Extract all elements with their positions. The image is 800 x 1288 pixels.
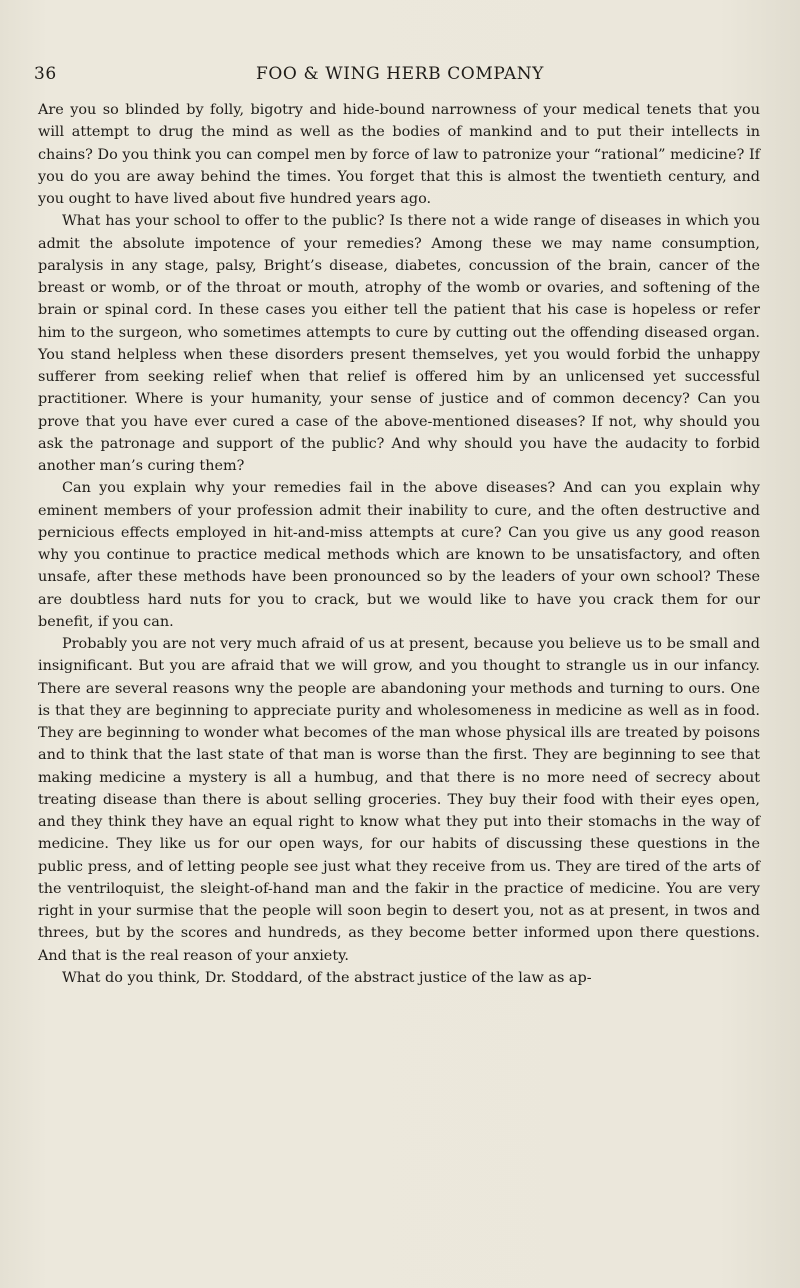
page-number: 36	[34, 64, 57, 84]
paragraph: What has your school to offer to the public? Is there not a wide range of diseases in which you admit the absolute impotence of your remedies? Among these we may name consumption, paralysis in any stage, palsy, Bright’s disease, diabetes, concussion of the brain, cancer of the breast or womb, or of the throat or mouth, atrophy of the womb or ovaries, and softening of the brain or spinal cord. In these cases you either tell the patient that his case is hopeless or refer him to the surgeon, who sometimes attempts to cure by cutting out the offending diseased organ. You stand helpless when these disorders present themselves, yet you would forbid the unhappy sufferer from seeking relief when that relief is offered him by an unlicensed yet successful practitioner. Where is your humanity, your sense of justice and of common decency? Can you prove that you have ever cured a case of the above-mentioned diseases? If not, why should you ask the patronage and support of the public? And why should you have the audacity to forbid another man’s curing them?	[38, 213, 760, 474]
body-text	[38, 99, 760, 989]
running-head-title: FOO & WING HERB COMPANY	[256, 64, 544, 84]
paragraph: Probably you are not very much afraid of us at present, because you believe us to be small and insignificant. But you are afraid that we will grow, and you thought to strangle us in our infancy. There are several reasons wny the people are abandoning your methods and turning to ours. One is that they are beginning to appreciate purity and wholesomeness in medicine as well as in food. They are beginning to wonder what becomes of the man whose physical ills are treated by poisons and to think that the last state of that man is worse than the first. They are beginning to see that making medicine a mystery is all a humbug, and that there is no more need of secrecy about treating disease than there is about selling groceries. They buy their food with their eyes open, and they think they have an equal right to know what they put into their stomachs in the way of medicine. They like us for our open ways, for our habits of discussing these questions in the public press, and of letting people see just what they receive from us. They are tired of the arts of the ventriloquist, the sleight-of-hand man and the fakir in the practice of medicine. You are very right in your surmise that the people will soon begin to desert you, not as at present, in twos and threes, but by the scores and hundreds, as they become better informed upon there questions. And that is the real reason of your anxiety.	[38, 636, 760, 964]
paragraph: Can you explain why your remedies fail in the above diseases? And can you explain why eminent members of your profession admit their inability to cure, and the often destructive and pernicious effects employed in hit-and-miss attempts at cure? Can you give us any good reason why you continue to practice medical methods which are known to be unsatisfactory, and often unsafe, after these methods have been pronounced so by the leaders of your own school? These are doubtless hard nuts for you to crack, but we would like to have you crack them for our benefit, if you can.	[38, 480, 760, 630]
running-head	[34, 64, 766, 88]
paragraph: Are you so blinded by folly, bigotry and hide-bound narrowness of your medical tenets that you will attempt to drug the mind as well as the bodies of mankind and to put their intellects in chains? Do you think you can compel men by force of law to patronize your “rational” medicine? If you do you are away behind the times. You forget that this is almost the twentieth century, and you ought to have lived about five hundred years ago.	[38, 102, 760, 207]
paragraph: What do you think, Dr. Stoddard, of the abstract justice of the law as ap-	[62, 969, 592, 986]
